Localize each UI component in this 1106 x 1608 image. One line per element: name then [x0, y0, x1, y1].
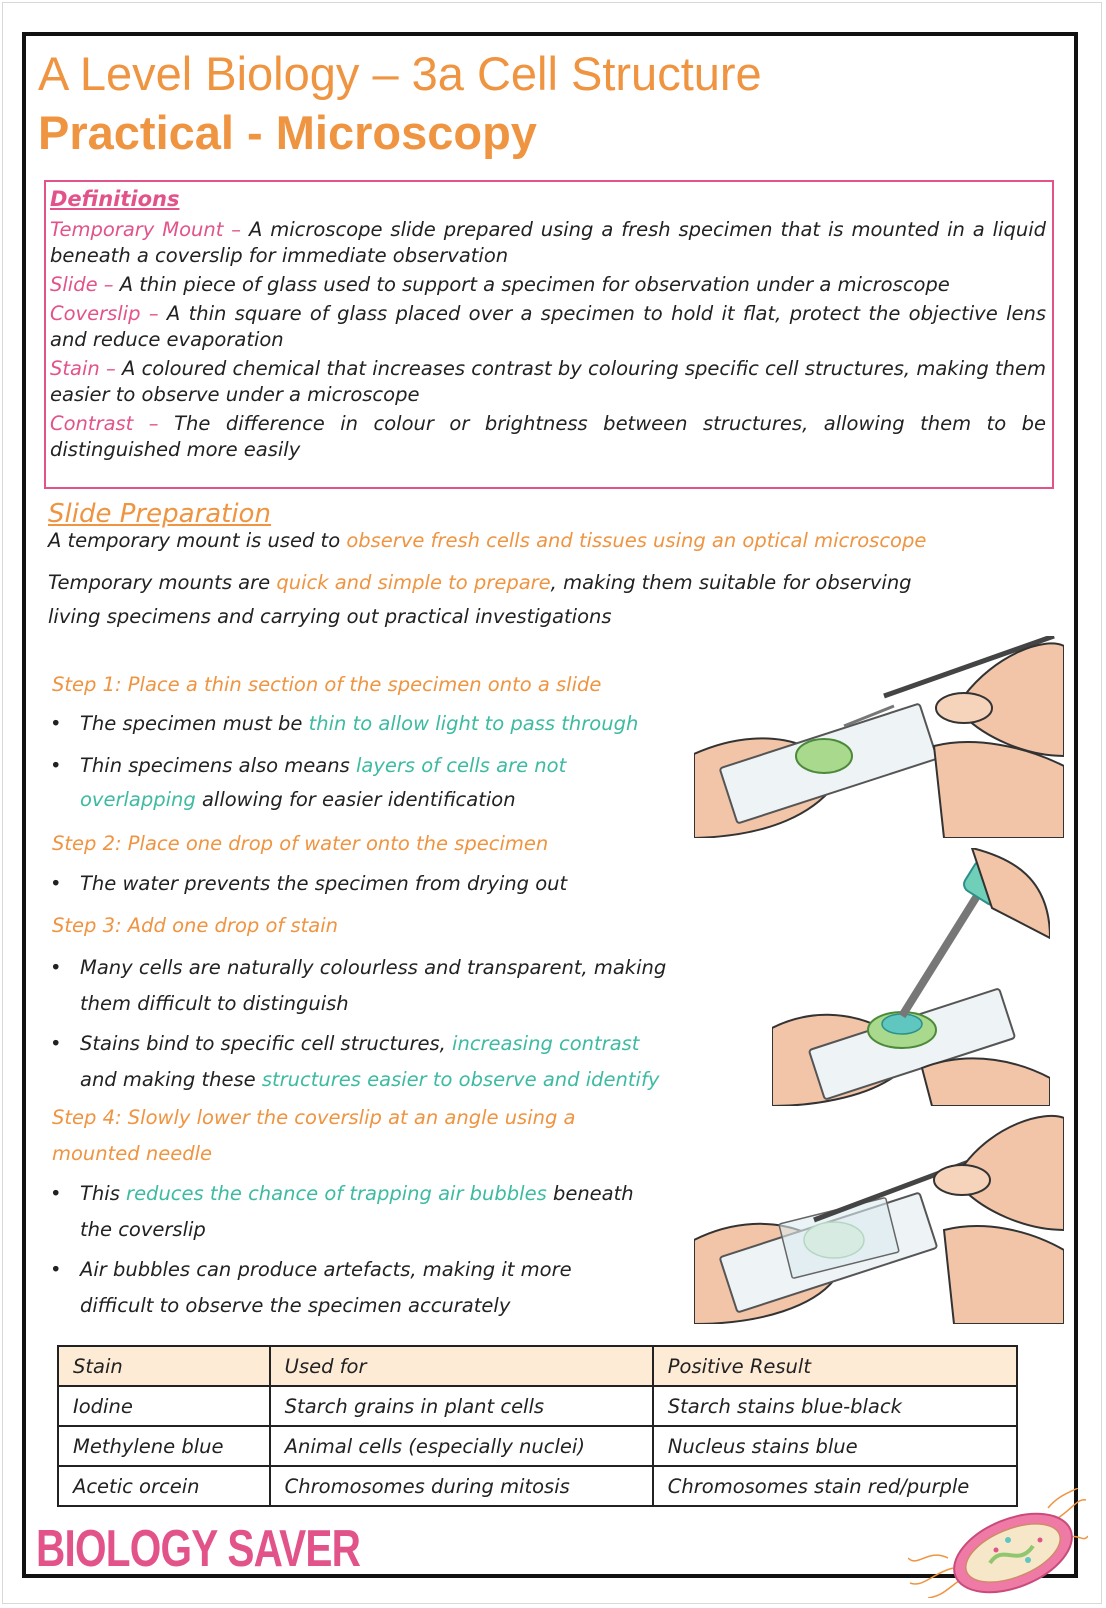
bullet-text: Thin specimens also means [80, 754, 356, 777]
bullet-text: The specimen must be [80, 712, 309, 735]
dropper-illustration [772, 848, 1050, 1106]
definition-term: Slide – [50, 273, 120, 296]
bullet-highlight: thin to allow light to pass through [308, 712, 639, 735]
page-title: A Level Biology – 3a Cell Structure [38, 47, 762, 100]
page-subtitle: Practical - Microscopy [38, 106, 537, 159]
table-header-cell: Stain [58, 1346, 270, 1386]
intro-text: A temporary mount is used to [48, 529, 347, 552]
bullet-highlight: structures easier to observe and identify [261, 1068, 660, 1091]
bacterium-icon [908, 1488, 1088, 1598]
table-cell: Chromosomes during mitosis [270, 1466, 653, 1506]
step-4-heading-cont: mounted needle [52, 1142, 213, 1165]
intro-paragraph-1 [48, 524, 926, 558]
bullet-dot: • [50, 1032, 62, 1055]
table-cell: Starch stains blue-black [653, 1386, 1017, 1426]
definitions-heading: Definitions [50, 187, 180, 211]
logo-text: BIOLOGY SAVER [36, 1520, 361, 1578]
step-3-bullet-2-cont [50, 1062, 659, 1098]
intro-paragraph-2 [48, 566, 912, 600]
slide-prep-heading: Slide Preparation [48, 499, 271, 529]
definition-text: The difference in colour or brightness between structures, allowing them to be distinguished more easily [50, 412, 1046, 461]
bullet-text: This [80, 1182, 127, 1205]
table-row [58, 1386, 1017, 1426]
step-1-bullet-2 [50, 748, 566, 784]
stain-table [57, 1345, 1018, 1507]
step-4-bullet-2 [50, 1252, 572, 1288]
bullet-highlight: increasing contrast [452, 1032, 640, 1055]
bullet-text: beneath [546, 1182, 634, 1205]
step-4-bullet-1-cont [50, 1212, 206, 1248]
definition-text: A thin square of glass placed over a specimen to hold it flat, protect the objective lens and reduce evaporation [50, 302, 1047, 351]
bullet-dot: • [50, 1182, 62, 1205]
definition-term: Coverslip – [50, 302, 167, 325]
definition-slide [50, 272, 1046, 298]
table-cell: Iodine [58, 1386, 270, 1426]
table-row [58, 1466, 1017, 1506]
step-3-heading: Step 3: Add one drop of stain [52, 914, 338, 937]
definition-coverslip [50, 301, 1046, 353]
hand-slide-illustration [694, 636, 1064, 838]
bullet-dot: • [50, 872, 62, 895]
bullet-highlight: layers of cells are not [355, 754, 567, 777]
table-cell: Chromosomes stain red/purple [653, 1466, 1017, 1506]
step-2-bullet-1 [50, 866, 567, 902]
intro-highlight: observe fresh cells and tissues using an optical microscope [346, 529, 927, 552]
needle-coverslip-illustration [694, 1110, 1064, 1324]
table-header-row [58, 1346, 1017, 1386]
table-cell: Methylene blue [58, 1426, 270, 1466]
table-cell: Animal cells (especially nuclei) [270, 1426, 653, 1466]
definition-text: A thin piece of glass used to support a specimen for observation under a microscope [119, 273, 950, 296]
definition-term: Contrast – [50, 412, 175, 435]
bullet-dot: • [50, 1258, 62, 1281]
bullet-dot: • [50, 754, 62, 777]
step-4-heading: Step 4: Slowly lower the coverslip at an angle using a [52, 1106, 576, 1129]
definition-term: Stain – [50, 357, 122, 380]
step-3-bullet-1-cont [50, 986, 349, 1022]
bullet-text: the coverslip [80, 1218, 206, 1241]
definitions-box [44, 180, 1054, 489]
step-4-bullet-1 [50, 1176, 634, 1212]
step-1-heading: Step 1: Place a thin section of the specimen onto a slide [52, 673, 602, 696]
bullet-text: The water prevents the specimen from drying out [80, 872, 568, 895]
step-4-bullet-2-cont [50, 1288, 510, 1324]
bullet-text: allowing for easier identification [195, 788, 516, 811]
definition-text: A microscope slide prepared using a fresh specimen that is mounted in a liquid beneath a coverslip for immediate observation [50, 218, 1046, 267]
bullet-dot: • [50, 956, 62, 979]
intro-highlight: quick and simple to prepare [276, 571, 551, 594]
definition-stain [50, 356, 1046, 408]
bullet-text: them difficult to distinguish [80, 992, 349, 1015]
bullet-text: difficult to observe the specimen accurately [80, 1294, 511, 1317]
bullet-highlight: reduces the chance of trapping air bubbles [126, 1182, 547, 1205]
definition-contrast [50, 411, 1046, 463]
intro-text: Temporary mounts are [48, 571, 277, 594]
table-cell: Acetic orcein [58, 1466, 270, 1506]
bullet-dot: • [50, 712, 62, 735]
intro-text: , making them suitable for observing [550, 571, 912, 594]
definition-term: Temporary Mount – [50, 218, 249, 241]
step-2-heading: Step 2: Place one drop of water onto the specimen [52, 832, 549, 855]
step-1-bullet-2-cont [50, 782, 516, 818]
step-3-bullet-2 [50, 1026, 639, 1062]
bullet-text: Many cells are naturally colourless and transparent, making [80, 956, 667, 979]
biology-saver-logo [36, 1522, 452, 1576]
table-cell: Starch grains in plant cells [270, 1386, 653, 1426]
intro-paragraph-2-cont: living specimens and carrying out practical investigations [48, 605, 612, 628]
table-cell: Nucleus stains blue [653, 1426, 1017, 1466]
table-header-cell: Positive Result [653, 1346, 1017, 1386]
table-row [58, 1426, 1017, 1466]
bullet-text: Stains bind to specific cell structures, [80, 1032, 453, 1055]
definition-temporary-mount [50, 217, 1046, 269]
step-3-bullet-1 [50, 950, 666, 986]
bullet-text: Air bubbles can produce artefacts, making it more [80, 1258, 572, 1281]
bullet-text: and making these [80, 1068, 262, 1091]
bullet-highlight: overlapping [80, 788, 196, 811]
step-1-bullet-1 [50, 706, 638, 742]
table-header-cell: Used for [270, 1346, 653, 1386]
definition-text: A coloured chemical that increases contrast by colouring specific cell structures, making them easier to observe under a microscope [50, 357, 1046, 406]
